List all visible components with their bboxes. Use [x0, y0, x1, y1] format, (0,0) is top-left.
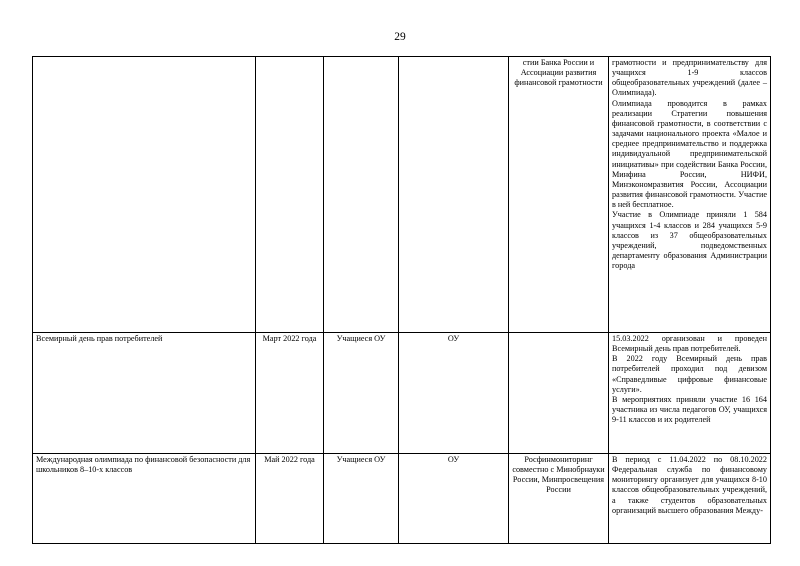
description-paragraph: В мероприятиях приняли участие 16 164 участника из числа педагогов ОУ, учащихся 9-11 классов и их родителей: [612, 394, 767, 425]
cell-audience: Учащиеся ОУ: [324, 454, 399, 544]
cell-description: [609, 57, 771, 333]
description-paragraph: Олимпиада проводится в рамках реализации Стратегии повышения финансовой грамотности, в соответствии с задачами национального проекта «Малое и среднее предпринимательство и поддержка индивидуальной предпринимательской инициативы» при содействии Банка России, Минфина России, НИФИ, Минэкономразвития России, Ассоциации развития финансовой грамотности. Участие в ней бесплатное.: [612, 98, 767, 210]
cell-organizer: [509, 333, 609, 454]
table-row: [33, 57, 771, 333]
cell-audience: [324, 57, 399, 333]
table-row: [33, 454, 771, 544]
cell-description: [609, 333, 771, 454]
cell-event-name: Всемирный день прав потребителей: [33, 333, 256, 454]
table-row: [33, 333, 771, 454]
description-paragraph: В 2022 году Всемирный день прав потребителей проходил под девизом «Справедливые цифровые финансовые услуги».: [612, 354, 767, 394]
cell-event-name: [33, 57, 256, 333]
cell-place: [399, 57, 509, 333]
cell-place: ОУ: [399, 454, 509, 544]
description-paragraph: Участие в Олимпиаде приняли 1 584 учащихся 1-4 классов и 284 учащихся 5-9 классов из 37 общеобразовательных учреждений, подведомственных департаменту образования Администрации города: [612, 210, 767, 271]
cell-place: ОУ: [399, 333, 509, 454]
cell-date: [256, 57, 324, 333]
cell-organizer: стии Банка России и Ассоциации развития финансовой грамотности: [509, 57, 609, 333]
description-paragraph: 15.03.2022 организован и проведен Всемирный день прав потребителей.: [612, 334, 767, 354]
activities-table: [32, 56, 771, 544]
cell-organizer: Росфинмониторинг совместно с Минобрнауки России, Минпросвещения России: [509, 454, 609, 544]
cell-audience: Учащиеся ОУ: [324, 333, 399, 454]
cell-date: Май 2022 года: [256, 454, 324, 544]
page-number: 29: [394, 31, 406, 43]
cell-description: [609, 454, 771, 544]
cell-date: Март 2022 года: [256, 333, 324, 454]
cell-event-name: Международная олимпиада по финансовой безопасности для школьников 8–10-х классов: [33, 454, 256, 544]
description-paragraph: В период с 11.04.2022 по 08.10.2022 Федеральная служба по финансовому мониторингу организует для учащихся 8-10 классов общеобразовательных учреждений, а также студентов образовательных организаций высшего образования Между-: [612, 455, 767, 515]
description-paragraph: грамотности и предпринимательству для учащихся 1-9 классов общеобразовательных учреждений (далее – Олимпиада).: [612, 58, 767, 98]
